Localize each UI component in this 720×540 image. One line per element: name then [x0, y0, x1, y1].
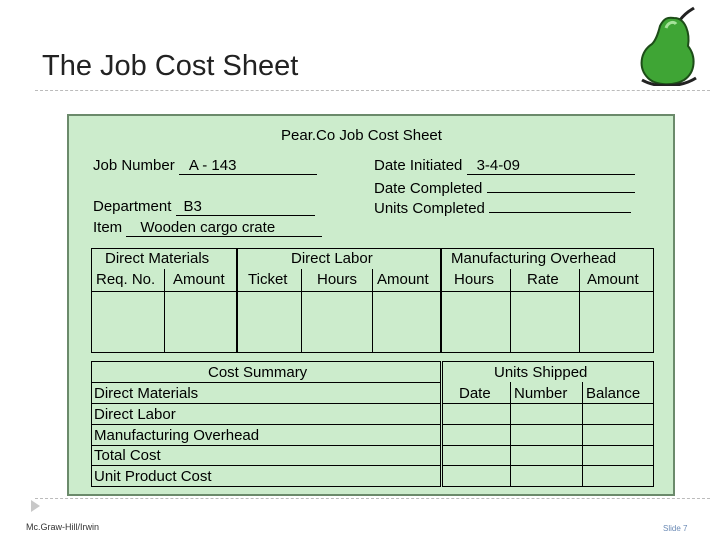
manufacturing-overhead-group-header: Manufacturing Overhead: [451, 250, 617, 267]
summary-row-total-cost: Total Cost: [94, 447, 161, 464]
pear-logo-icon: [636, 6, 698, 86]
item-value: Wooden cargo crate: [140, 219, 276, 236]
slide-title: The Job Cost Sheet: [42, 50, 299, 82]
summary-row-manufacturing-overhead: Manufacturing Overhead: [94, 427, 260, 444]
divider: [582, 382, 583, 486]
item-label: Item: [93, 219, 123, 236]
divider: [301, 269, 302, 352]
divider: [443, 403, 653, 404]
column-number: Number: [514, 385, 568, 402]
column-dl-hours: Hours: [317, 271, 358, 288]
divider: [372, 269, 373, 352]
department-value: B3: [183, 198, 202, 215]
title-divider: [35, 90, 710, 91]
units-shipped-title: Units Shipped: [494, 364, 588, 381]
date-initiated-label: Date Initiated: [374, 157, 463, 174]
units-completed-field: [374, 198, 631, 217]
item-field: [93, 219, 322, 237]
job-number-value: A - 143: [188, 157, 237, 174]
department-field: [93, 198, 315, 216]
summary-row-direct-materials: Direct Materials: [94, 385, 199, 402]
column-req-no: Req. No.: [96, 271, 156, 288]
divider: [443, 465, 653, 466]
cost-summary-table: [91, 361, 441, 487]
divider: [510, 382, 511, 486]
column-mo-hours: Hours: [454, 271, 495, 288]
divider: [92, 382, 440, 383]
arrow-icon: [31, 500, 40, 512]
date-initiated-value: 3-4-09: [476, 157, 520, 174]
divider: [92, 424, 440, 425]
column-dm-amount: Amount: [173, 271, 225, 288]
divider: [92, 445, 440, 446]
summary-row-unit-product-cost: Unit Product Cost: [94, 468, 212, 485]
job-number-label: Job Number: [93, 157, 175, 174]
date-completed-label: Date Completed: [374, 180, 483, 197]
divider: [440, 249, 442, 352]
sheet-heading: Pear.Co Job Cost Sheet: [281, 127, 442, 144]
column-date: Date: [459, 385, 491, 402]
divider: [443, 424, 653, 425]
column-ticket: Ticket: [248, 271, 288, 288]
cost-table: [91, 248, 654, 353]
column-balance: Balance: [586, 385, 641, 402]
column-dl-amount: Amount: [377, 271, 429, 288]
column-rate: Rate: [527, 271, 559, 288]
column-mo-amount: Amount: [587, 271, 639, 288]
cost-summary-title: Cost Summary: [208, 364, 308, 381]
divider: [236, 249, 238, 352]
footer-divider: [35, 498, 710, 499]
direct-labor-group-header: Direct Labor: [291, 250, 373, 267]
slide-number: Slide 7: [663, 524, 688, 533]
department-label: Department: [93, 198, 172, 215]
divider: [164, 269, 165, 352]
job-cost-sheet: [67, 114, 675, 496]
divider: [579, 269, 580, 352]
footer-publisher: Mc.Graw-Hill/Irwin: [26, 522, 99, 532]
units-completed-label: Units Completed: [374, 200, 485, 217]
date-completed-field: [374, 178, 635, 197]
divider: [92, 465, 440, 466]
divider: [92, 403, 440, 404]
divider: [510, 269, 511, 352]
units-shipped-table: [442, 361, 654, 487]
job-number-field: [93, 157, 317, 175]
direct-materials-group-header: Direct Materials: [105, 250, 210, 267]
date-initiated-field: [374, 157, 635, 175]
divider: [92, 291, 653, 292]
divider: [443, 445, 653, 446]
summary-row-direct-labor: Direct Labor: [94, 406, 176, 423]
